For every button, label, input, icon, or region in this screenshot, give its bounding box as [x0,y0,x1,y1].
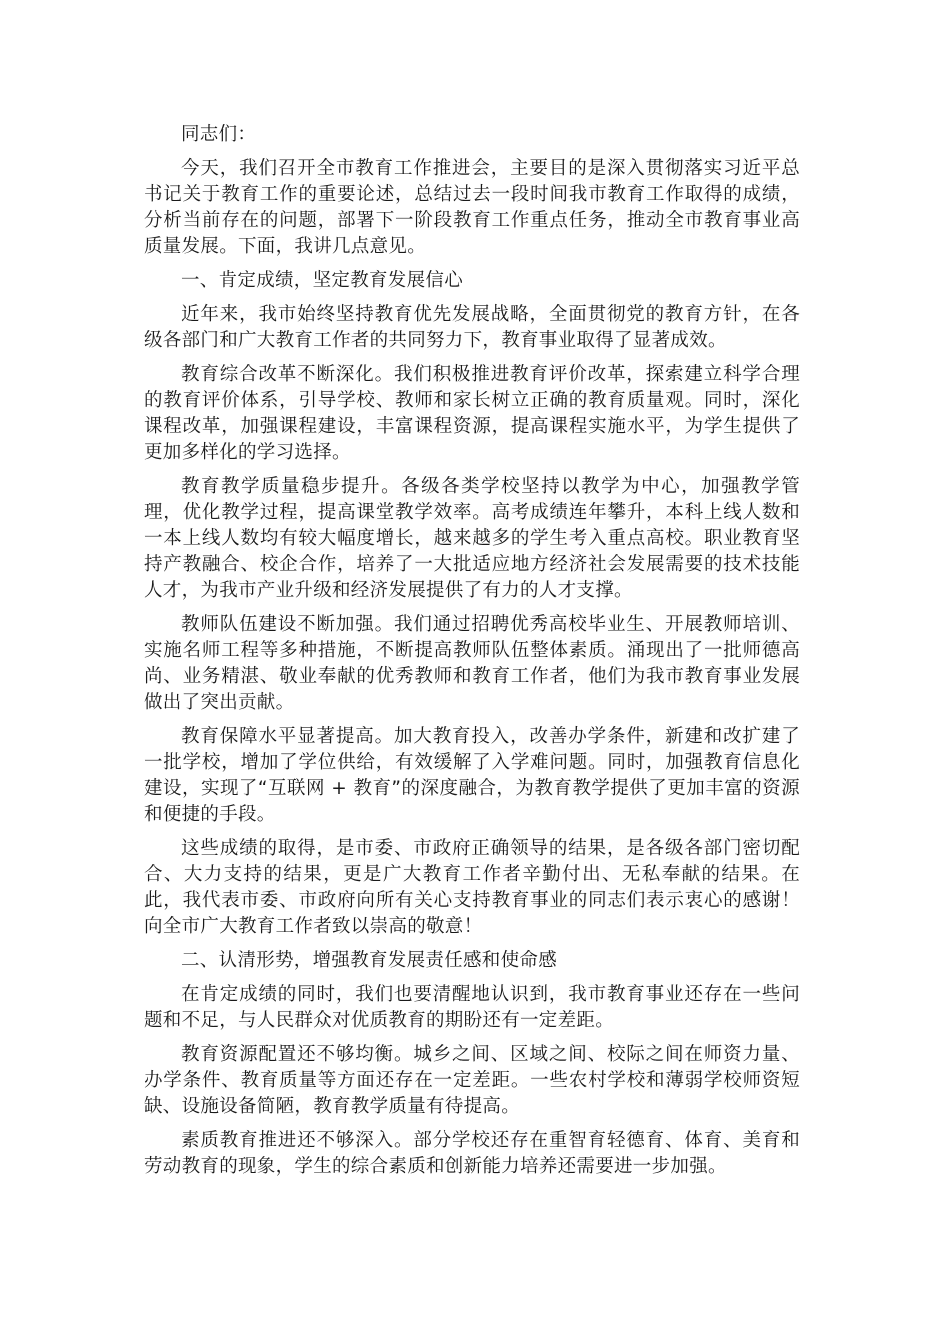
paragraph: 这些成绩的取得，是市委、市政府正确领导的结果，是各级各部门密切配合、大力支持的结果，更是广大教育工作者辛勤付出、无私奉献的结果。在此，我代表市委、市政府向所有关心支持教育事业的同志们表示衷心的感谢！向全市广大教育工作者致以崇高的敬意！ [144,838,800,937]
section-heading-1: 一、肯定成绩，坚定教育发展信心 [181,270,464,291]
paragraph: 教育保障水平显著提高。加大教育投入，改善办学条件，新建和改扩建了一批学校，增加了学位供给，有效缓解了入学难问题。同时，加强教育信息化建设，实现了“互联网 + 教育”的深度融合，为教育教学提供了更加丰富的资源和便捷的手段。 [144,726,800,825]
paragraph-intro: 今天，我们召开全市教育工作推进会，主要目的是深入贯彻落实习近平总书记关于教育工作的重要论述，总结过去一段时间我市教育工作取得的成绩，分析当前存在的问题，部署下一阶段教育工作重点任务，推动全市教育事业高质量发展。下面，我讲几点意见。 [144,158,800,257]
paragraph: 教育教学质量稳步提升。各级各类学校坚持以教学为中心，加强教学管理，优化教学过程，提高课堂教学效率。高考成绩连年攀升，本科上线人数和一本上线人数均有较大幅度增长，越来越多的学生考入重点高校。职业教育坚持产教融合、校企合作，培养了一大批适应地方经济社会发展需要的技术技能人才，为我市产业升级和经济发展提供了有力的人才支撑。 [144,476,800,601]
paragraph: 教师队伍建设不断加强。我们通过招聘优秀高校毕业生、开展教师培训、实施名师工程等多种措施，不断提高教师队伍整体素质。涌现出了一批师德高尚、业务精湛、敬业奉献的优秀教师和教育工作者，他们为我市教育事业发展做出了突出贡献。 [144,614,800,713]
paragraph: 近年来，我市始终坚持教育优先发展战略，全面贯彻党的教育方针，在各级各部门和广大教育工作者的共同努力下，教育事业取得了显著成效。 [144,304,800,351]
salutation: 同志们： [181,124,257,145]
paragraph: 素质教育推进还不够深入。部分学校还存在重智育轻德育、体育、美育和劳动教育的现象，学生的综合素质和创新能力培养还需要进一步加强。 [144,1130,800,1177]
paragraph: 教育综合改革不断深化。我们积极推进教育评价改革，探索建立科学合理的教育评价体系，引导学校、教师和家长树立正确的教育质量观。同时，深化课程改革，加强课程建设，丰富课程资源，提高课程实施水平，为学生提供了更加多样化的学习选择。 [144,364,800,463]
paragraph: 教育资源配置还不够均衡。城乡之间、区域之间、校际之间在师资力量、办学条件、教育质量等方面还存在一定差距。一些农村学校和薄弱学校师资短缺、设施设备简陋，教育教学质量有待提高。 [144,1044,800,1117]
section-heading-2: 二、认清形势，增强教育发展责任感和使命感 [181,950,558,971]
document-page [144,122,800,1188]
paragraph: 在肯定成绩的同时，我们也要清醒地认识到，我市教育事业还存在一些问题和不足，与人民群众对优质教育的期盼还有一定差距。 [144,984,800,1031]
